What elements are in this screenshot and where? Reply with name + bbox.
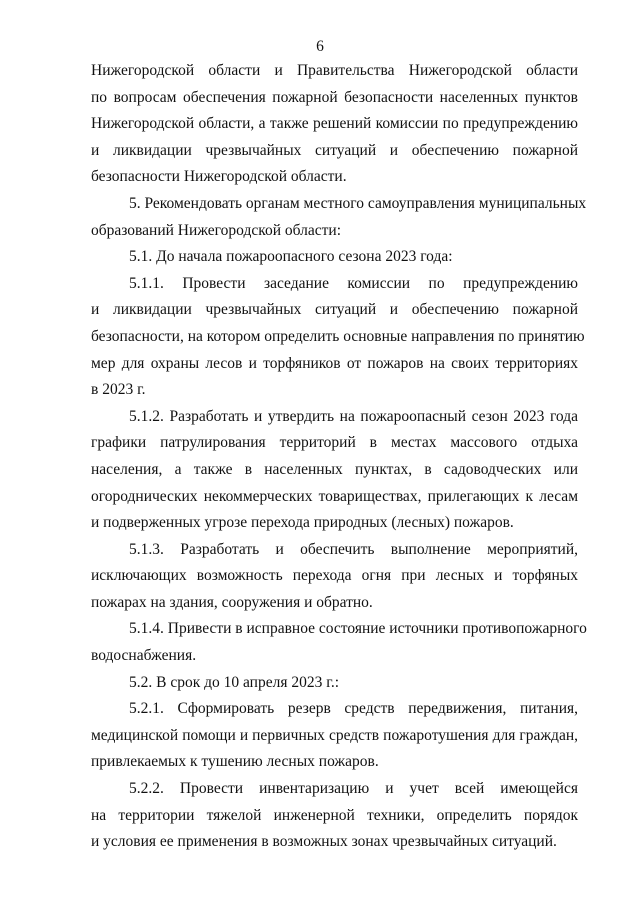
document-body	[91, 58, 587, 856]
text-line: в 2023 г.	[91, 381, 146, 399]
text-line: мер для охраны лесов и торфяников от пожаров на своих территориях	[91, 354, 578, 372]
text-line: 5. Рекомендовать органам местного самоуправления муниципальных	[129, 194, 587, 212]
text-line: 5.1.2. Разработать и утвердить на пожароопасный сезон 2023 года	[129, 407, 578, 425]
text-line: 5.2. В срок до 10 апреля 2023 г.:	[129, 673, 340, 691]
text-line: водоснабжения.	[91, 647, 197, 665]
text-line: образований Нижегородской области:	[91, 221, 341, 239]
text-line: по вопросам обеспечения пожарной безопасности населенных пунктов	[91, 88, 578, 106]
text-line: безопасности Нижегородской области.	[91, 168, 347, 186]
text-line: Нижегородской области, а также решений комиссии по предупреждению	[91, 115, 578, 133]
text-line: привлекаемых к тушению лесных пожаров.	[91, 753, 379, 771]
text-line: 5.1.3. Разработать и обеспечить выполнение мероприятий,	[129, 540, 578, 558]
text-line: населения, а также в населенных пунктах, в садоводческих или	[91, 460, 578, 478]
page-number: 6	[316, 38, 324, 55]
text-line: и подверженных угрозе перехода природных (лесных) пожаров.	[91, 514, 514, 532]
text-line: Нижегородской области и Правительства Нижегородской области	[91, 62, 578, 79]
text-line: и ликвидации чрезвычайных ситуаций и обеспечению пожарной	[91, 301, 578, 319]
text-line: на территории тяжелой инженерной техники, определить порядок	[91, 806, 578, 824]
text-line: огороднических некоммерческих товариществах, прилегающих к лесам	[91, 487, 578, 505]
text-line: безопасности, на котором определить основные направления по принятию	[91, 327, 585, 345]
text-line: 5.1. До начала пожароопасного сезона 2023 года:	[129, 248, 453, 266]
text-line: и ликвидации чрезвычайных ситуаций и обеспечению пожарной	[91, 141, 578, 159]
text-line: медицинской помощи и первичных средств пожаротушения для граждан,	[91, 726, 578, 744]
text-line: 5.1.1. Провести заседание комиссии по предупреждению	[129, 274, 578, 292]
text-line: исключающих возможность перехода огня при лесных и торфяных	[91, 567, 578, 585]
text-line: пожарах на здания, сооружения и обратно.	[91, 593, 373, 611]
text-line: 5.1.4. Привести в исправное состояние источники противопожарного	[129, 620, 587, 638]
text-line: графики патрулирования территорий в местах массового отдыха	[91, 434, 578, 452]
text-line: и условия ее применения в возможных зонах чрезвычайных ситуаций.	[91, 833, 557, 851]
text-line: 5.2.2. Провести инвентаризацию и учет всей имеющейся	[129, 780, 578, 798]
text-line: 5.2.1. Сформировать резерв средств передвижения, питания,	[129, 700, 578, 718]
body-text	[91, 58, 587, 856]
